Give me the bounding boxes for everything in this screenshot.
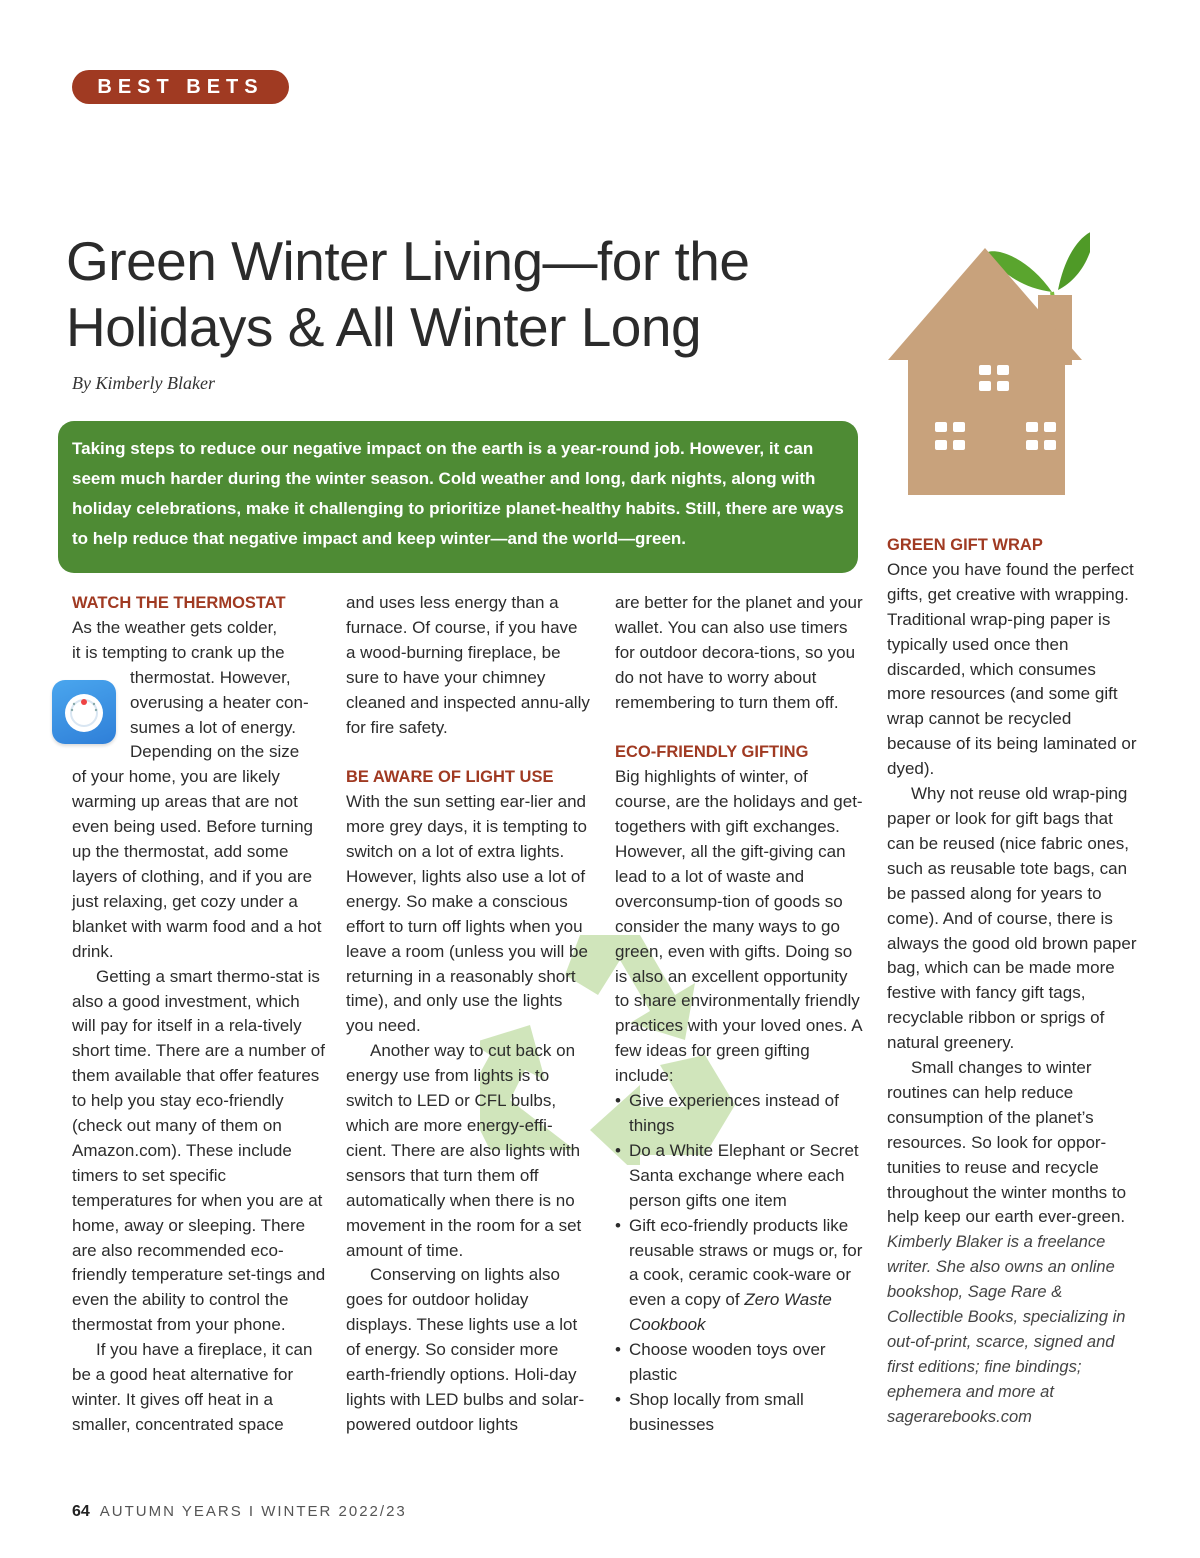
paragraph: Getting a smart thermo-stat is also a good investment, which will pay for itself in a rela-tively short time. There are a number of them available that offer features to help you stay eco-friendly (check out many of them on Amazon.com). These include timers to set specific temperatures for when you are at home, away or sleeping. There are also recommended eco-friendly temperature set-tings and even the ability to control the thermostat from your phone. xyxy=(72,966,326,1335)
page-number: 64 xyxy=(72,1503,90,1520)
text-line: sumes a lot of energy. xyxy=(130,717,296,737)
paragraph: If you have a fireplace, it can be a good heat alternative for winter. It gives off heat in a smaller, concentrated space xyxy=(72,1340,313,1434)
column-3 xyxy=(615,591,865,1438)
page-footer xyxy=(72,1503,407,1521)
list-item: • Choose wooden toys over plastic xyxy=(615,1338,865,1388)
text-line: Depending on the size xyxy=(130,742,300,762)
list-item: • Do a White Elephant or Secret Santa exchange where each person gifts one item xyxy=(615,1139,865,1214)
wrapped-lines xyxy=(130,666,327,766)
house-sprout-image xyxy=(880,200,1090,500)
article-title xyxy=(66,228,866,360)
text-line: thermostat. However, xyxy=(130,667,291,687)
author-bio: Kimberly Blaker is a freelance writer. She also owns an online bookshop, Sage Rare & Collectible Books, specializing in out-of-print, scarce, signed and first editions; fine bindings; ephemera and more at sagerarebooks.com xyxy=(887,1233,1126,1426)
list-item xyxy=(615,1214,865,1339)
list-item: • Shop locally from small businesses xyxy=(615,1388,865,1438)
heading-light: BE AWARE OF LIGHT USE xyxy=(346,768,554,787)
paragraph: Big highlights of winter, of course, are the holidays and get-togethers with gift exchanges. However, all the gift-giving can lead to a lot of waste and overconsump-tion of goods so consider the many ways to go green, even with gifts. Doing so is also an excellent opportunity to share environmentally friendly practices with your loved ones. A few ideas for green gifting include: xyxy=(615,767,863,1086)
byline: By Kimberly Blaker xyxy=(72,373,215,393)
list-item-text: Gift eco-friendly products like reusable straws or mugs or, for a cook, ceramic cook-ware or even a copy of xyxy=(629,1215,863,1310)
text-line: As the weather gets colder, xyxy=(72,617,278,637)
heading-gifting: ECO-FRIENDLY GIFTING xyxy=(615,743,809,762)
column-1 xyxy=(72,591,327,1438)
book-title: Zero Waste Cookbook xyxy=(629,1290,832,1335)
paragraph: With the sun setting ear-lier and more grey days, it is tempting to switch on a lot of extra lights. However, lights also use a lot of energy. So make a conscious effort to turn off lights when you leave a room (unless you will be returning in a reasonably short time), and only use the lights you need. xyxy=(346,792,588,1036)
column-2 xyxy=(346,591,591,1438)
column-4 xyxy=(887,533,1137,1430)
paragraph: Conserving on lights also goes for outdoor holiday displays. These lights use a lot of energy. So consider more earth-friendly options. Holi-day lights with LED bulbs and solar-powered outdoor lights xyxy=(346,1265,585,1434)
paragraph: Why not reuse old wrap-ping paper or look for gift bags that can be reused (nice fabric ones, such as reusable tote bags, can be passed along for years to come). And of course, there is always the good old brown paper bag, which can be made more festive with fancy gift tags, recyclable ribbon or sprigs of natural greenery. xyxy=(887,784,1137,1053)
paragraph: Once you have found the perfect gifts, get creative with wrapping. Traditional wrap-ping paper is typically used once then discarded, which consumes more resources (and some gift wrap cannot be recycled because of its being laminated or dyed). xyxy=(887,559,1137,779)
paragraph: Small changes to winter routines can help reduce consumption of the planet’s resources. So look for oppor-tunities to reuse and recycle throughout the winter months to help keep our earth ever-green. xyxy=(887,1058,1127,1227)
heading-wrap: GREEN GIFT WRAP xyxy=(887,536,1043,554)
paragraph: are better for the planet and your wallet. You can also use timers for outdoor decora-tions, so you do not have to worry about remembering to turn them off. xyxy=(615,593,863,712)
paragraph: of your home, you are likely warming up areas that are not even being used. Before turning up the thermostat, add some layers of clothing, and if you are just relaxing, get cozy under a blanket with warm food and a hot drink. xyxy=(72,767,322,961)
gift-ideas-list xyxy=(615,1089,865,1438)
publication-name: AUTUMN YEARS I WINTER 2022/23 xyxy=(99,1503,407,1520)
paragraph: Another way to cut back on energy use from lights is to switch to LED or CFL bulbs, which are more energy-effi-cient. There are also lights with sensors that turn them off automatically when there is no movement in the room for a set amount of time. xyxy=(346,1041,582,1260)
intro-box: Taking steps to reduce our negative impact on the earth is a year-round job. However, it can seem much harder during the winter season. Cold weather and long, dark nights, along with holiday celebrations, make it challenging to prioritize planet-healthy habits. Still, there are ways to help reduce that negative impact and keep winter—and the world—green. xyxy=(58,421,858,573)
paragraph: and uses less energy than a furnace. Of course, if you have a wood-burning fireplace, be sure to have your chimney cleaned and inspected annu-ally for fire safety. xyxy=(346,593,590,737)
section-tag: BEST BETS xyxy=(72,70,289,104)
title-line-2: Holidays & All Winter Long xyxy=(66,296,702,358)
text-line: overusing a heater con- xyxy=(130,692,309,712)
text-line: it is tempting to crank up the xyxy=(72,642,285,662)
heading-thermostat: WATCH THE THERMOSTAT xyxy=(72,594,286,612)
title-line-1: Green Winter Living—for the xyxy=(66,230,750,292)
list-item: • Give experiences instead of things xyxy=(615,1089,865,1139)
